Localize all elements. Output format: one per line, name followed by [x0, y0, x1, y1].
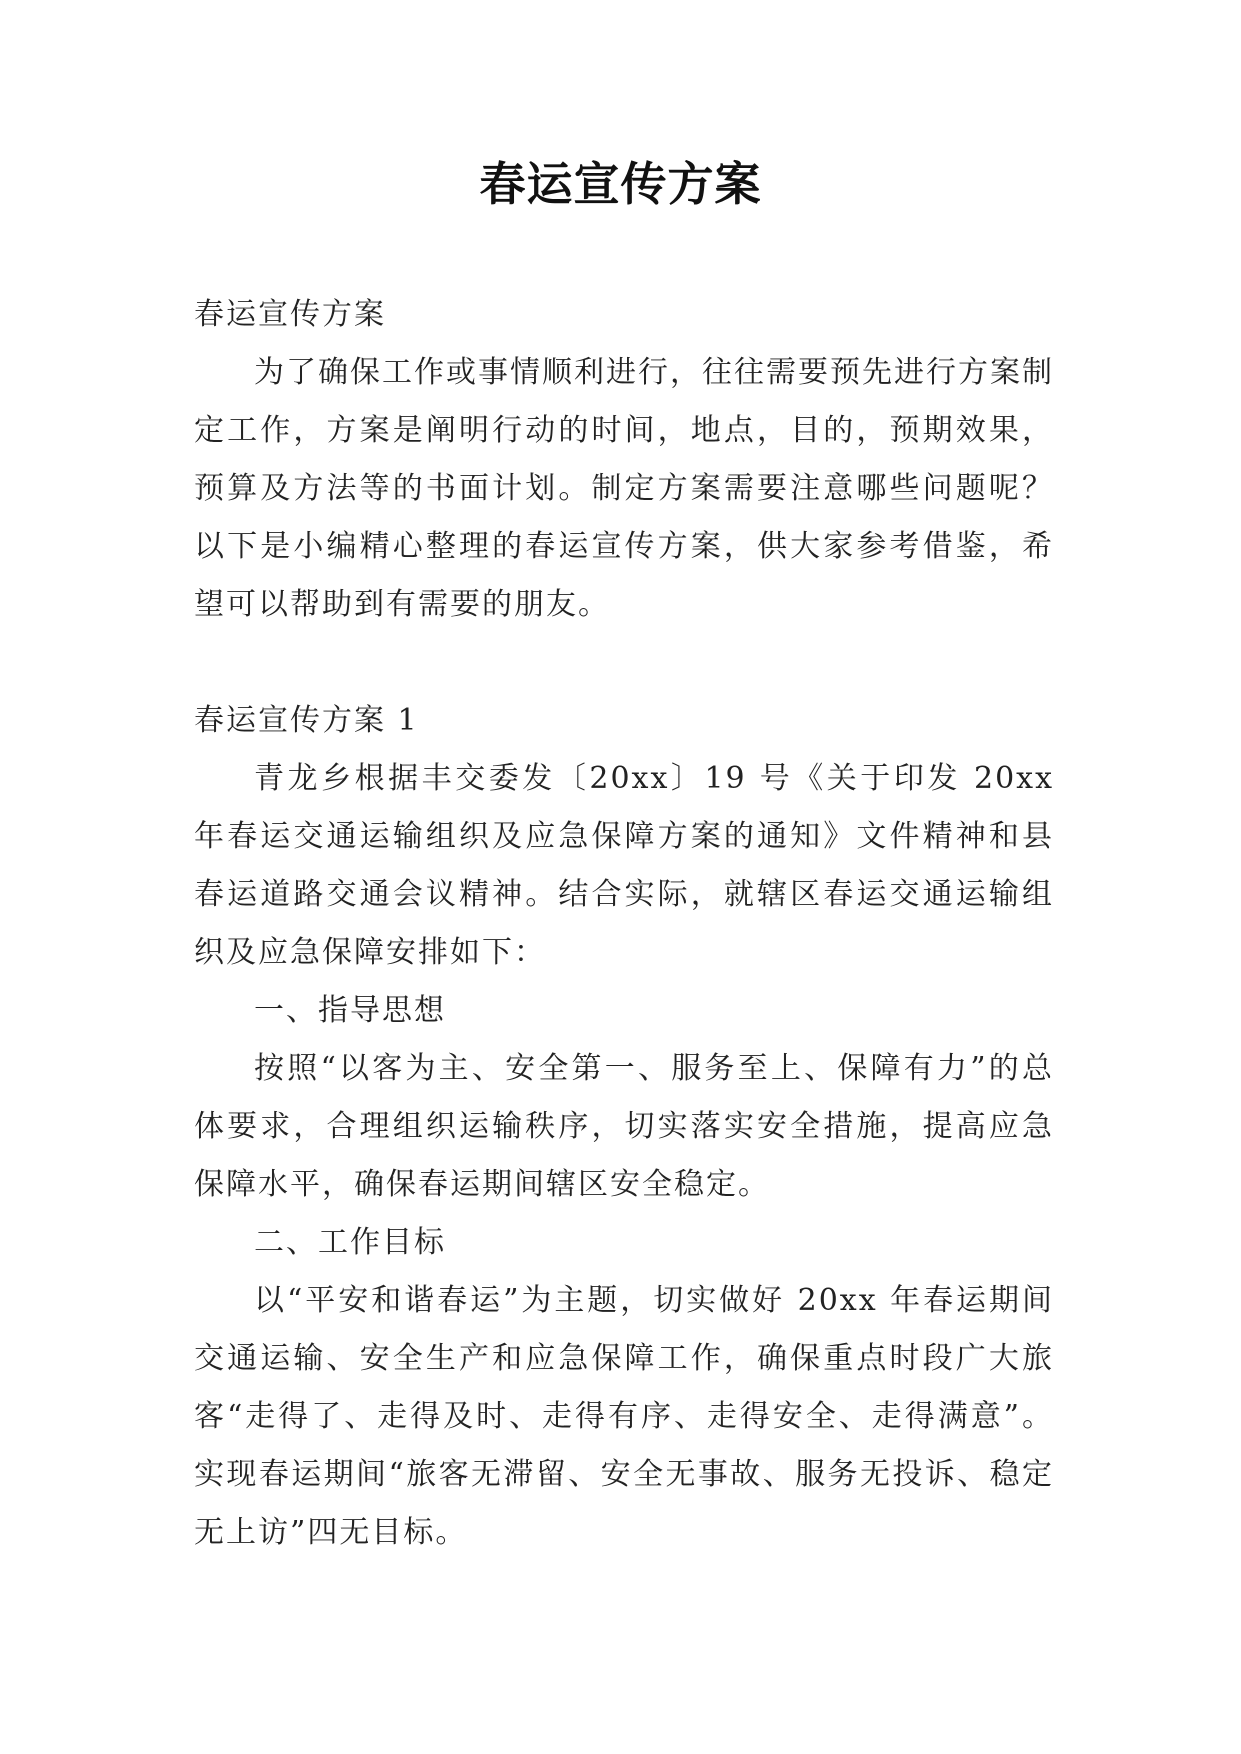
subheading-work-goal: 二、工作目标	[254, 1225, 446, 1260]
paragraph-gap	[194, 634, 1054, 692]
section-paragraph: 青龙乡根据丰交委发〔20xx〕19 号《关于印发 20xx 年春运交通运输组织及应急保障方案的通知》文件精神和县春运道路交通会议精神。结合实际，就辖区春运交通运输组织及应急保障安排如下：	[194, 761, 1054, 970]
work-goal-paragraph: 以“平安和谐春运”为主题，切实做好 20xx 年春运期间交通运输、安全生产和应急保障工作，确保重点时段广大旅客“走得了、走得及时、走得有序、走得安全、走得满意”。实现春运期间“旅客无滞留、安全无事故、服务无投诉、稳定无上访”四无目标。	[194, 1283, 1054, 1550]
document-title: 春运宣传方案	[479, 157, 762, 211]
intro-paragraph: 为了确保工作或事情顺利进行，往往需要预先进行方案制定工作，方案是阐明行动的时间，地点，目的，预期效果，预算及方法等的书面计划。制定方案需要注意哪些问题呢？以下是小编精心整理的春运宣传方案，供大家参考借鉴，希望可以帮助到有需要的朋友。	[194, 355, 1054, 622]
subheading-guiding-ideology: 一、指导思想	[254, 993, 446, 1028]
document-subtitle: 春运宣传方案	[194, 297, 386, 332]
document-body	[194, 286, 1054, 1562]
section-heading: 春运宣传方案 1	[194, 703, 419, 738]
guiding-ideology-paragraph: 按照“以客为主、安全第一、服务至上、保障有力”的总体要求，合理组织运输秩序，切实落实安全措施，提高应急保障水平，确保春运期间辖区安全稳定。	[194, 1051, 1054, 1202]
